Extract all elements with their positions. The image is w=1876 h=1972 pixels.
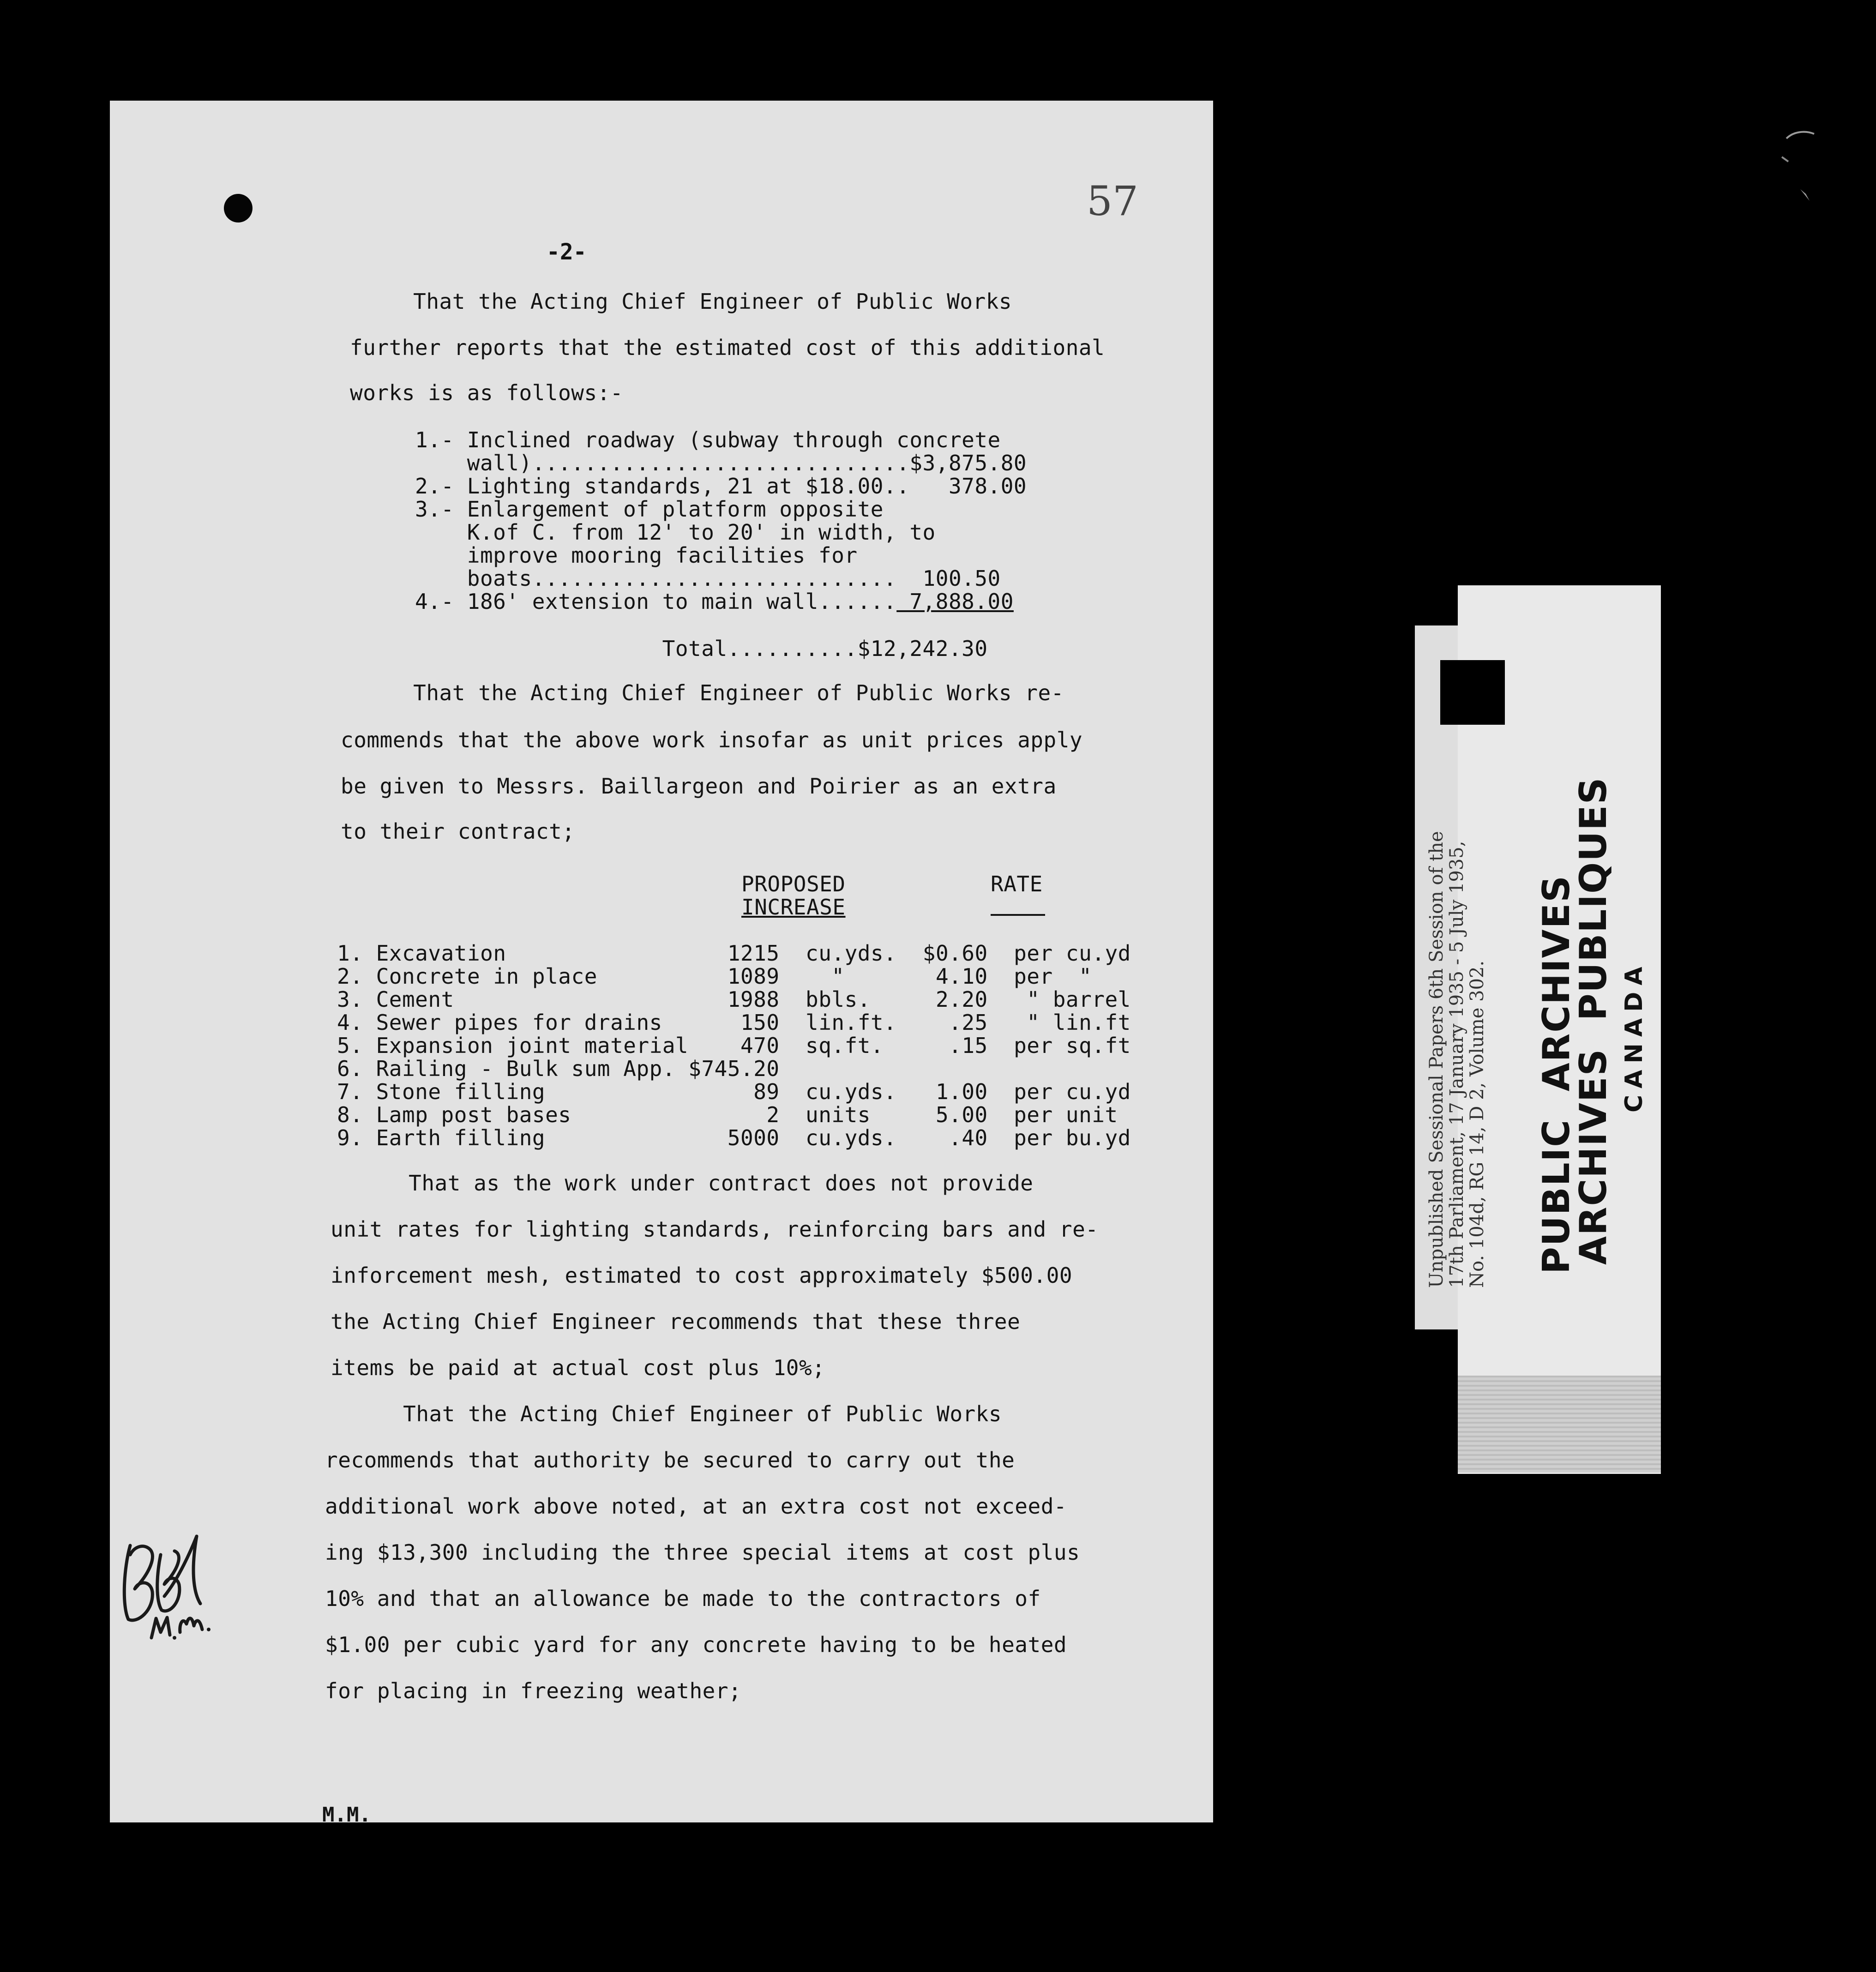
estimate-line: 1.- Inclined roadway (subway through concrete (350, 427, 1001, 452)
card-edge (1458, 1376, 1661, 1473)
estimate-line: wall).............................$3,875.80 (350, 451, 1027, 475)
archives-stamp-line2: ARCHIVES PUBLIQUES (1572, 776, 1615, 1265)
table-row: 5. Expansion joint material 470 sq.ft. .15 per sq.ft (337, 1033, 1131, 1058)
paragraph-line: $1.00 per cubic yard for any concrete having to be heated (325, 1632, 1067, 1657)
paragraph-line: recommends that authority be secured to carry out the (325, 1448, 1015, 1473)
table-row: 6. Railing - Bulk sum App. $745.20 (337, 1056, 780, 1081)
provenance-note (1426, 831, 1487, 1288)
film-specks (1773, 125, 1837, 217)
page-number: 57 (1087, 177, 1138, 225)
table-row: 9. Earth filling 5000 cu.yds. .40 per bu.yd (337, 1125, 1131, 1150)
paragraph-line: works is as follows:- (350, 380, 624, 405)
provenance-line: Unpublished Sessional Papers 6th Session of the (1426, 831, 1447, 1288)
table-header-increase: INCREASE (741, 895, 846, 920)
paragraph-line: for placing in freezing weather; (325, 1678, 742, 1703)
paragraph-line: That the Acting Chief Engineer of Public Works (325, 1401, 1002, 1426)
typed-initials: M.M. (322, 1803, 371, 1827)
archives-stamp-line1: PUBLIC ARCHIVES (1535, 875, 1578, 1274)
paragraph-line: 10% and that an allowance be made to the contractors of (325, 1586, 1041, 1611)
table-row: 4. Sewer pipes for drains 150 lin.ft. .25 " lin.ft (337, 1010, 1131, 1035)
table-row: 2. Concrete in place 1089 " 4.10 per " (337, 964, 1092, 989)
estimate-last-amount: 7,888.00 (896, 589, 1014, 614)
table-row: 8. Lamp post bases 2 units 5.00 per unit (337, 1102, 1118, 1127)
paragraph-line: That the Acting Chief Engineer of Public Works (335, 289, 1012, 314)
archives-stamp-country: CANADA (1620, 960, 1648, 1112)
paragraph-line: to their contract; (341, 819, 575, 844)
table-header-proposed: PROPOSED (741, 872, 846, 896)
estimate-line: K.of C. from 12' to 20' in width, to (350, 520, 936, 545)
page-header: -2- (547, 239, 587, 265)
table-header-rate: RATE (991, 872, 1043, 896)
estimate-line-text: 4.- 186' extension to main wall...... (350, 589, 897, 614)
paragraph-line: additional work above noted, at an extra cost not exceed- (325, 1494, 1067, 1519)
estimate-line: 2.- Lighting standards, 21 at $18.00.. 378.00 (350, 474, 1027, 499)
estimate-line: boats............................ 100.50 (350, 566, 1001, 591)
provenance-line: 17th Parliament, 17 January 1935 - 5 July 1935, (1446, 841, 1467, 1288)
total-line: Total..........$12,242.30 (350, 636, 988, 661)
handwritten-initials (110, 101, 1213, 1822)
paragraph-line: ing $13,300 including the three special items at cost plus (325, 1540, 1080, 1565)
paragraph-line: further reports that the estimated cost of this additional (350, 335, 1105, 360)
document-page (110, 101, 1213, 1827)
table-row: 1. Excavation 1215 cu.yds. $0.60 per cu.yd (337, 941, 1131, 966)
paragraph-line: commends that the above work insofar as unit prices apply (341, 727, 1083, 752)
table-row: 7. Stone filling 89 cu.yds. 1.00 per cu.yd (337, 1079, 1131, 1104)
paragraph-line: That as the work under contract does not provide (331, 1171, 1034, 1196)
estimate-line: improve mooring facilities for (350, 543, 858, 568)
table-row: 3. Cement 1988 bbls. 2.20 " barrel (337, 987, 1131, 1012)
estimate-line: 3.- Enlargement of platform opposite (350, 497, 884, 522)
paragraph-line: be given to Messrs. Baillargeon and Poirier as an extra (341, 774, 1057, 799)
paragraph-line: That the Acting Chief Engineer of Public Works re- (335, 680, 1064, 705)
paragraph-line: unit rates for lighting standards, reinforcing bars and re- (331, 1217, 1099, 1242)
paragraph-line: inforcement mesh, estimated to cost approximately $500.00 (331, 1263, 1073, 1288)
paragraph-line: the Acting Chief Engineer recommends that these three (331, 1309, 1021, 1334)
provenance-line: No. 104d, RG 14, D 2, Volume 302. (1467, 960, 1488, 1288)
card-notch (1440, 660, 1505, 725)
paragraph-line: items be paid at actual cost plus 10%; (331, 1355, 825, 1380)
